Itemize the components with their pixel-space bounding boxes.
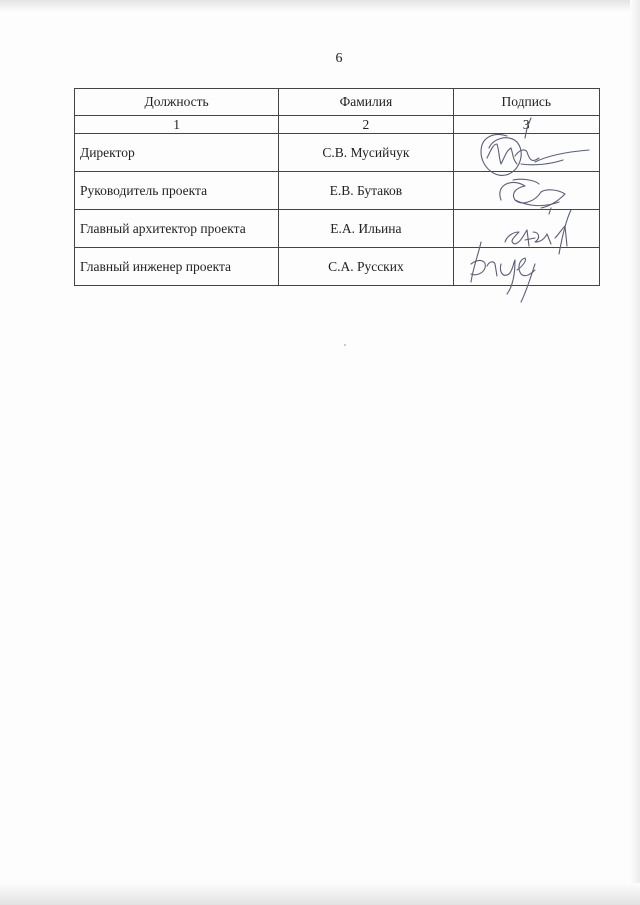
scan-shadow-right [630,0,640,905]
page-number: 6 [335,51,343,66]
name-cell: С.А. Русских [279,248,453,286]
header-signature: Подпись [453,89,599,116]
scan-shadow-top [0,0,640,12]
scan-speck [344,344,346,346]
position-cell: Директор [75,134,279,172]
signature-director [481,118,589,175]
signature-project-manager [500,179,565,214]
position-cell: Главный инженер проекта [75,248,279,286]
table-header-row [75,89,600,116]
column-number-2: 2 [279,116,453,134]
column-number-3: 3 [453,116,599,134]
name-cell: Е.А. Ильина [279,210,453,248]
name-cell: С.В. Мусийчук [279,134,453,172]
signature-chief-engineer [471,242,535,302]
header-position: Должность [75,89,279,116]
position-cell: Главный архитектор проекта [75,210,279,248]
handwritten-signatures [455,114,595,306]
position-cell: Руководитель проекта [75,172,279,210]
signature-chief-architect [505,210,571,254]
header-surname: Фамилия [279,89,453,116]
column-number-1: 1 [75,116,279,134]
name-cell: Е.В. Бутаков [279,172,453,210]
scan-shadow-bottom [0,883,640,905]
